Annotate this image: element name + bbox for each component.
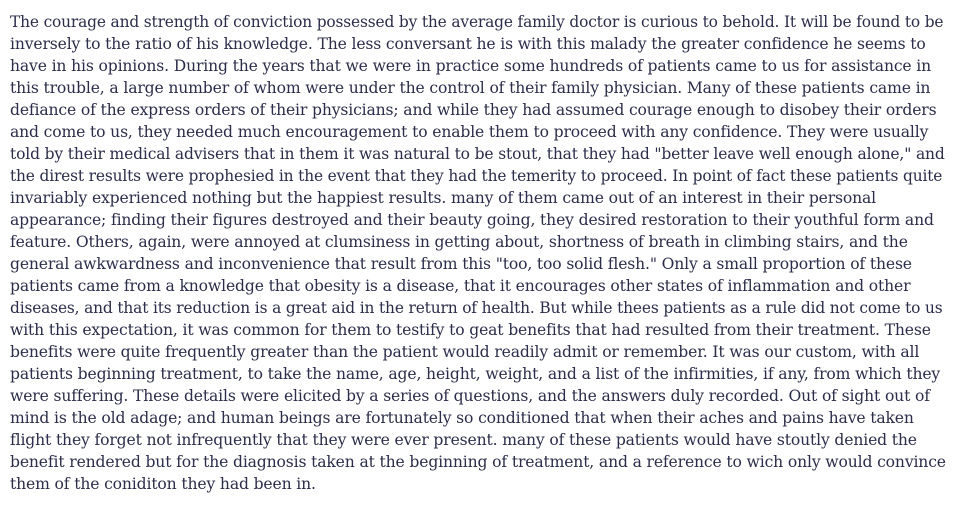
text-line: inversely to the ratio of his knowledge. The less conversant he is with this malady the greater confidence he seems to bbox=[10, 35, 926, 53]
text-line: defiance of the express orders of their physicians; and while they had assumed courage enough to disobey their orders bbox=[10, 101, 937, 119]
text-line: feature. Others, again, were annoyed at clumsiness in getting about, shortness of breath in climbing stairs, and the bbox=[10, 233, 908, 251]
text-line: them of the coniditon they had been in. bbox=[10, 475, 316, 493]
text-line: with this expectation, it was common for them to testify to geat benefits that had resulted from their treatment. These bbox=[10, 321, 931, 339]
text-line: and come to us, they needed much encouragement to enable them to proceed with any confidence. They were usually bbox=[10, 123, 929, 141]
text-line: have in his opinions. During the years that we were in practice some hundreds of patients came to us for assistance in bbox=[10, 57, 932, 75]
document-paragraph bbox=[10, 11, 946, 495]
text-line: The courage and strength of conviction possessed by the average family doctor is curious to behold. It will be found to be bbox=[10, 13, 944, 31]
text-line: patients beginning treatment, to take the name, age, height, weight, and a list of the infirmities, if any, from which they bbox=[10, 365, 941, 383]
text-line: were suffering. These details were elicited by a series of questions, and the answers duly recorded. Out of sight out of bbox=[10, 387, 930, 405]
text-line: this trouble, a large number of whom were under the control of their family physician. Many of these patients came in bbox=[10, 79, 931, 97]
text-line: told by their medical advisers that in them it was natural to be stout, that they had "better leave well enough alone," and bbox=[10, 145, 945, 163]
text-line: invariably experienced nothing but the happiest results. many of them came out of an interest in their personal bbox=[10, 189, 877, 207]
text-line: benefits were quite frequently greater than the patient would readily admit or remember. It was our custom, with all bbox=[10, 343, 920, 361]
text-line: flight they forget not infrequently that they were ever present. many of these patients would have stoutly denied the bbox=[10, 431, 917, 449]
text-line: mind is the old adage; and human beings are fortunately so conditioned that when their aches and pains have taken bbox=[10, 409, 914, 427]
text-line: benefit rendered but for the diagnosis taken at the beginning of treatment, and a reference to wich only would convince bbox=[10, 453, 946, 471]
text-line: patients came from a knowledge that obesity is a disease, that it encourages other states of inflammation and other bbox=[10, 277, 911, 295]
text-line: the direst results were prophesied in the event that they had the temerity to proceed. In point of fact these patients quite bbox=[10, 167, 943, 185]
text-line: diseases, and that its reduction is a great aid in the return of health. But while thees patients as a rule did not come to us bbox=[10, 299, 943, 317]
text-line: appearance; finding their figures destroyed and their beauty going, they desired restoration to their youthful form and bbox=[10, 211, 934, 229]
text-line: general awkwardness and inconvenience that result from this "too, too solid flesh." Only a small proportion of these bbox=[10, 255, 912, 273]
